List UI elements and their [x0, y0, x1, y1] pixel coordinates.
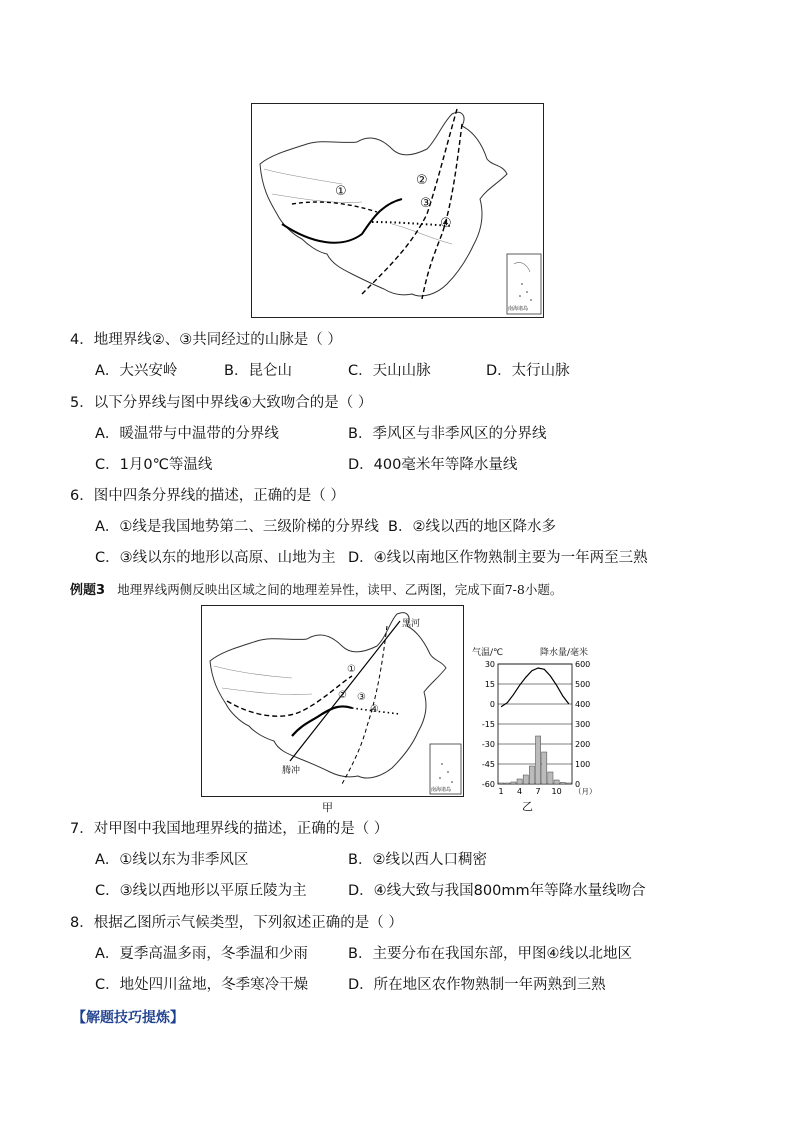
q7-option-a[interactable]: A．①线以东为非季风区 [95, 852, 249, 868]
q4-option-d[interactable]: D．太行山脉 [486, 363, 570, 379]
precip-bar [499, 783, 504, 784]
map-2-drawing [202, 606, 463, 796]
question-6-stem: 6．图中四条分界线的描述，正确的是（ ） [70, 488, 345, 504]
q5-option-c[interactable]: C．1月0℃等温线 [95, 457, 213, 473]
precip-tick-label: 600 [575, 660, 591, 669]
q8-option-d[interactable]: D．所在地区农作物熟制一年两熟到三熟 [348, 977, 606, 993]
month-tick-label: 1 [498, 787, 504, 796]
map-2-inset-label: 南海诸岛 [431, 787, 452, 793]
precip-bar [536, 736, 541, 784]
precip-axis-title: 降水量/毫米 [540, 648, 589, 658]
question-7-stem: 7．对甲图中我国地理界线的描述，正确的是（ ） [70, 821, 389, 837]
example-3-text: 地理界线两侧反映出区域之间的地理差异性，读甲、乙两图，完成下面7-8小题。 [117, 582, 563, 597]
precip-bar [554, 780, 559, 784]
precip-bar [511, 782, 516, 784]
temp-tick-label: -60 [481, 780, 495, 789]
month-tick-label: 10 [551, 787, 562, 796]
precip-tick-label: 100 [575, 760, 591, 769]
month-unit-label: （月） [574, 787, 597, 796]
temp-tick-label: 0 [489, 700, 495, 709]
q8-option-a[interactable]: A．夏季高温多雨，冬季温和少雨 [95, 946, 308, 962]
map-1-label-3: ③ [420, 196, 432, 211]
china-boundary-map-2 [201, 605, 464, 797]
q4-option-c[interactable]: C．天山山脉 [348, 363, 431, 379]
map-2-label-2: ② [338, 690, 347, 701]
climate-chart [470, 645, 602, 805]
q7-option-b[interactable]: B．②线以西人口稠密 [348, 852, 487, 868]
month-tick-label: 4 [517, 787, 523, 796]
tips-heading: 【解题技巧提炼】 [72, 1010, 184, 1026]
q5-option-b[interactable]: B．季风区与非季风区的分界线 [348, 426, 547, 442]
temp-tick-label: 15 [484, 680, 495, 689]
map-2-place-tengchong: 腾冲 [282, 766, 301, 776]
precip-bar [505, 783, 510, 784]
precip-bar [529, 766, 534, 784]
map-2-label-1: ① [347, 664, 356, 675]
q5-option-a[interactable]: A．暖温带与中温带的分界线 [95, 426, 279, 442]
temp-tick-label: -45 [481, 760, 495, 769]
q4-option-b[interactable]: B．昆仑山 [224, 363, 292, 379]
climate-plot-area [470, 658, 602, 803]
precip-bar [548, 772, 553, 784]
question-5-stem: 5．以下分界线与图中界线④大致吻合的是（ ） [70, 395, 373, 411]
temperature-line [501, 668, 569, 707]
temp-tick-label: -15 [481, 720, 495, 729]
map-1-label-4: ④ [440, 216, 452, 231]
map-1-label-1: ① [335, 184, 347, 199]
q4-option-a[interactable]: A．大兴安岭 [95, 363, 178, 379]
q6-option-b[interactable]: B．②线以西的地区降水多 [388, 519, 556, 535]
precip-tick-label: 300 [575, 720, 591, 729]
precip-tick-label: 400 [575, 700, 591, 709]
map-2-label-4: ④ [370, 704, 379, 715]
temp-tick-label: -30 [481, 740, 495, 749]
map-1-inset-label: 南海诸岛 [508, 306, 529, 312]
precip-bar [566, 783, 571, 784]
q8-option-b[interactable]: B．主要分布在我国东部，甲图④线以北地区 [348, 946, 632, 962]
climate-chart-caption: 乙 [522, 800, 533, 813]
map-2-caption: 甲 [322, 801, 333, 814]
q6-option-a[interactable]: A．①线是我国地势第二、三级阶梯的分界线 [95, 519, 379, 535]
map-1-drawing [252, 104, 543, 317]
q6-option-d[interactable]: D．④线以南地区作物熟制主要为一年两至三熟 [348, 550, 648, 566]
precip-tick-label: 200 [575, 740, 591, 749]
temp-tick-label: 30 [484, 660, 495, 669]
precip-bar [517, 779, 522, 784]
precip-bar [523, 775, 528, 784]
q6-option-c[interactable]: C．③线以东的地形以高原、山地为主 [95, 550, 336, 566]
map-1-label-2: ② [416, 173, 428, 188]
precip-bar [542, 752, 547, 784]
precip-bar [560, 782, 565, 784]
example-3-heading [70, 579, 562, 598]
question-8-stem: 8．根据乙图所示气候类型，下列叙述正确的是（ ） [70, 915, 403, 931]
china-boundary-map-1 [251, 103, 544, 318]
q7-option-c[interactable]: C．③线以西地形以平原丘陵为主 [95, 883, 307, 899]
temp-axis-title: 气温/℃ [472, 648, 504, 658]
q7-option-d[interactable]: D．④线大致与我国800mm年等降水量线吻合 [348, 883, 646, 899]
precip-tick-label: 500 [575, 680, 591, 689]
q8-option-c[interactable]: C．地处四川盆地，冬季寒冷干燥 [95, 977, 309, 993]
map-2-label-3: ③ [357, 692, 366, 703]
month-tick-label: 7 [535, 787, 541, 796]
precip-tick-label: 0 [575, 780, 581, 789]
map-2-place-heihe: 黑河 [402, 619, 421, 629]
question-4-stem: 4．地理界线②、③共同经过的山脉是（ ） [70, 332, 342, 348]
q5-option-d[interactable]: D．400毫米年等降水量线 [348, 457, 518, 473]
example-3-label: 例题3 [70, 583, 106, 598]
